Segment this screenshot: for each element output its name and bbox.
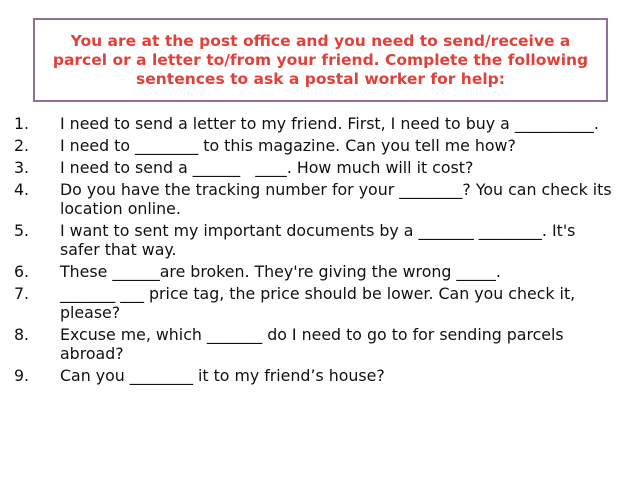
item-sentence: Do you have the tracking number for your ________? You can check its location online.	[60, 180, 617, 218]
item-number: 4.	[14, 180, 30, 199]
list-item	[14, 262, 614, 281]
item-number: 7.	[14, 284, 30, 303]
item-number: 1.	[14, 114, 30, 133]
item-number: 5.	[14, 221, 30, 240]
item-sentence: _______ ___ price tag, the price should be lower. Can you check it, please?	[60, 284, 581, 322]
list-item	[14, 366, 614, 385]
item-number: 8.	[14, 325, 30, 344]
item-sentence: Excuse me, which _______ do I need to go to for sending parcels abroad?	[60, 325, 569, 363]
item-sentence: These ______are broken. They're giving the wrong _____.	[60, 262, 501, 281]
item-number: 2.	[14, 136, 30, 155]
list-item	[14, 221, 614, 259]
item-number: 6.	[14, 262, 30, 281]
item-sentence: I need to ________ to this magazine. Can you tell me how?	[60, 136, 516, 155]
item-sentence: I need to send a ______ ____. How much will it cost?	[60, 158, 474, 177]
item-sentence: I need to send a letter to my friend. First, I need to buy a __________.	[60, 114, 599, 133]
item-number: 9.	[14, 366, 30, 385]
list-item	[14, 284, 614, 322]
list-item	[14, 136, 614, 155]
list-item	[14, 114, 614, 133]
instructions-text: You are at the post office and you need to send/receive a parcel or a letter to/from your friend. Complete the following sentences to ask a postal worker for help:	[52, 31, 589, 88]
instructions-box	[33, 18, 608, 102]
item-sentence: Can you ________ it to my friend’s house?	[60, 366, 385, 385]
item-number: 3.	[14, 158, 30, 177]
list-item	[14, 180, 617, 218]
exercise-list	[14, 114, 617, 388]
item-sentence: I want to sent my important documents by a _______ ________. It's safer that way.	[60, 221, 581, 259]
list-item	[14, 325, 614, 363]
list-item	[14, 158, 614, 177]
